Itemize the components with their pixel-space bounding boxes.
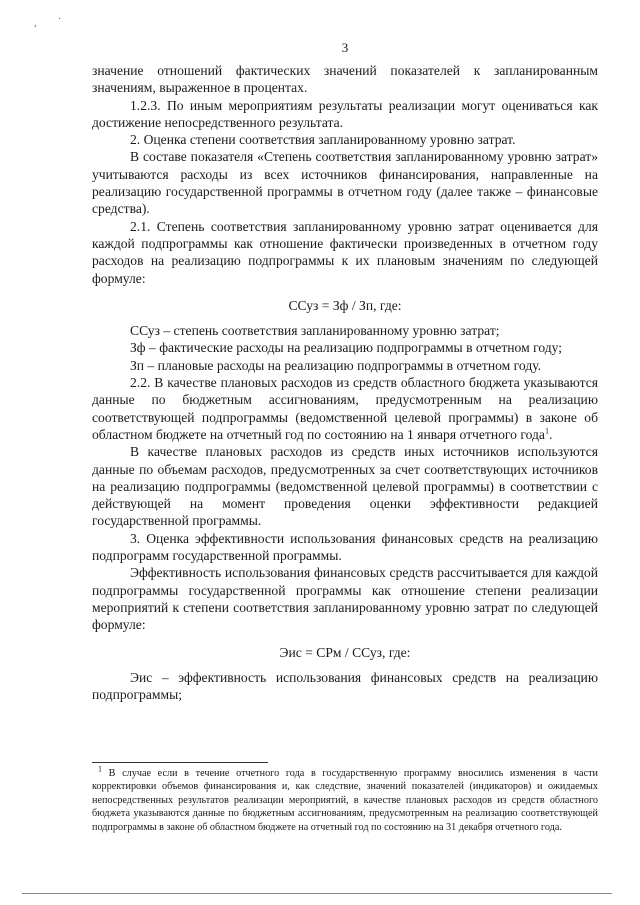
- footnote-text: В случае если в течение отчетного года в государственную программу вносились изменения в части корректировки объемов финансирования и, как следствие, значений показателей (индикаторов) и ожидаемых непосредственных результатов реализации мероприятий, в качестве плановых расходов из средств областного бюджета указываются данные по бюджетным ассигнованиям, предусмотренным на реализацию соответствующей подпрограммы в законе об областном бюджете на отчетный год по состоянию на 31 декабря отчетного года.: [92, 768, 599, 833]
- scan-artifact: ,: [34, 18, 37, 29]
- section-heading: 2. Оценка степени соответствия запланированному уровню затрат.: [130, 132, 516, 148]
- paragraph: В качестве плановых расходов из средств иных источников используются данные по объемам расходов, предусмотренных за счет соответствующих источников на реализацию подпрограммы (ведомственной целевой программы) в соответствии с действующей на момент проведения оценки эффективности редакцией государственной программы.: [92, 444, 598, 529]
- definition: Эис – эффективность использования финансовых средств на реализацию подпрограммы;: [92, 669, 598, 703]
- footnote-reference[interactable]: 1: [544, 426, 549, 436]
- paragraph: 1.2.3. По иным мероприятиям результаты реализации могут оцениваться как достижение непосредственного результата.: [92, 97, 598, 130]
- section-heading: 3. Оценка эффективности использования финансовых средств на реализацию подпрограмм государственной программы.: [92, 530, 598, 564]
- formula: Эис = СРм / ССуз, где:: [279, 644, 411, 660]
- footnote: [92, 764, 599, 834]
- paragraph-text: 2.2. В качестве плановых расходов из средств областного бюджета указываются данные по бюджетным ассигнованиям, предусмотренным на реализацию соответствующей подпрограммы (ведомственной целевой программы) в законе об областном бюджете на отчетный год по состоянию на 1 января отчетного года: [92, 375, 598, 442]
- paragraph-end: .: [548, 426, 553, 442]
- paragraph: В составе показателя «Степень соответствия запланированному уровню затрат» учитываются расходы из всех источников финансирования, направленные на реализацию государственной программы в отчетном году (далее также – финансовые средства).: [92, 149, 598, 217]
- definition: ССуз – степень соответствия запланированному уровню затрат;: [130, 323, 500, 339]
- scan-artifact: ·: [58, 14, 62, 25]
- footnote-marker: 1: [98, 764, 102, 774]
- document-body: [92, 62, 598, 703]
- paragraph: [92, 374, 598, 443]
- definition: Зп – плановые расходы на реализацию подпрограммы в отчетном году.: [130, 357, 542, 373]
- page-number: 3: [341, 40, 349, 55]
- formula: ССуз = Зф / Зп, где:: [288, 297, 402, 313]
- scan-edge-line: [22, 893, 612, 894]
- definition: Зф – фактические расходы на реализацию подпрограммы в отчетном году;: [130, 340, 563, 356]
- paragraph: 2.1. Степень соответствия запланированному уровню затрат оценивается для каждой подпрограммы как отношение фактически произведенных в отчетном году расходов на реализацию подпрограммы к их плановым значениям по следующей формуле:: [92, 218, 598, 286]
- paragraph: значение отношений фактических значений показателей к запланированным значениям, выраженное в процентах.: [92, 63, 598, 96]
- paragraph: Эффективность использования финансовых средств рассчитывается для каждой подпрограммы государственной программы как отношение степени реализации мероприятий к степени соответствия запланированному уровню затрат по следующей формуле:: [92, 565, 598, 633]
- footnote-divider: [92, 762, 268, 763]
